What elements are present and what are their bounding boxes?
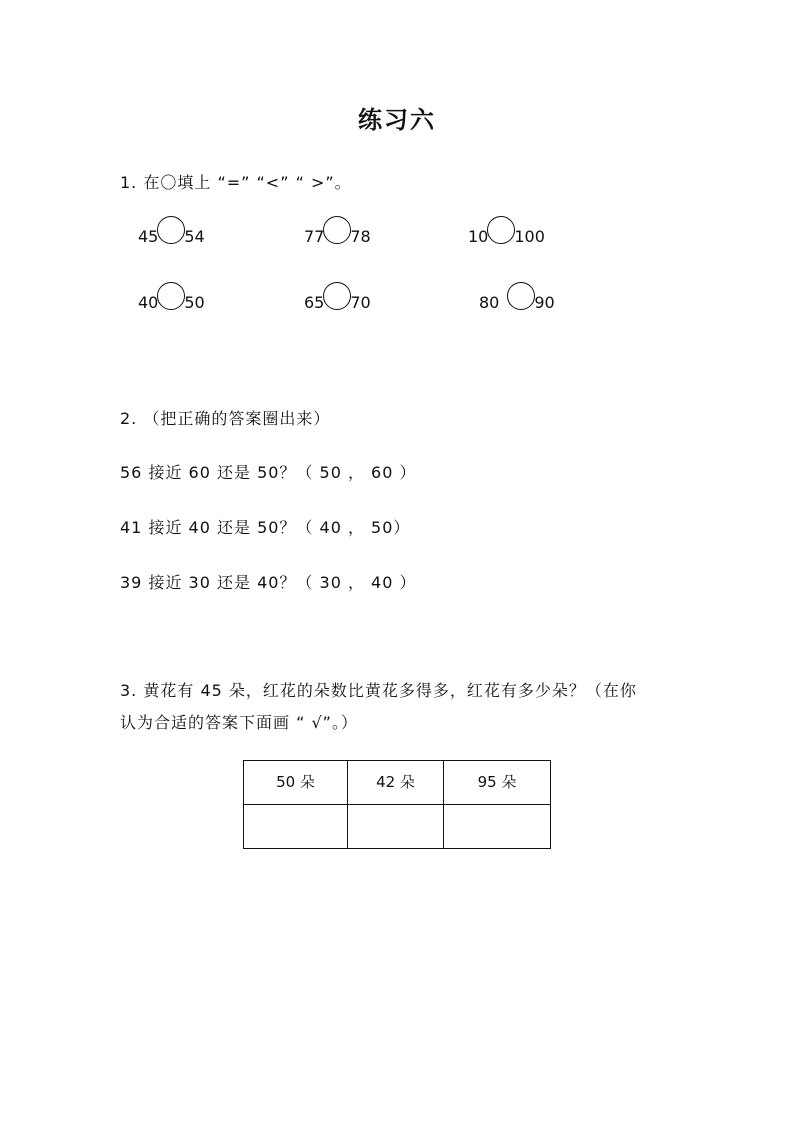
compare-item — [468, 222, 545, 250]
compare-left-number: 40 — [138, 292, 159, 312]
compare-item — [304, 222, 371, 250]
answer-table — [243, 760, 551, 849]
question-1-prompt: 1. 在〇填上 “=” “<” “ >”。 — [120, 173, 352, 192]
answer-circle[interactable] — [323, 216, 351, 244]
compare-right-number: 90 — [534, 292, 555, 312]
check-cell[interactable] — [244, 805, 348, 849]
option-label: 95 朵 — [444, 761, 551, 805]
compare-right-number: 78 — [350, 226, 371, 246]
compare-right-number: 54 — [184, 226, 205, 246]
check-cell[interactable] — [348, 805, 444, 849]
table-row — [244, 805, 551, 849]
question-2-line[interactable]: 39 接近 30 还是 40？（ 30 ， 40 ） — [120, 573, 417, 592]
compare-right-number: 100 — [514, 226, 545, 246]
answer-circle[interactable] — [487, 216, 515, 244]
check-cell[interactable] — [444, 805, 551, 849]
compare-left-number: 77 — [304, 226, 325, 246]
question-3-prompt-line2: 认为合适的答案下面画 “ √”。） — [120, 713, 358, 732]
compare-item — [138, 288, 205, 316]
compare-left-number: 10 — [468, 226, 489, 246]
page-title: 练习六 — [358, 105, 436, 134]
question-2-prompt: 2. （把正确的答案圈出来） — [120, 409, 331, 428]
question-2-line[interactable]: 56 接近 60 还是 50？（ 50 ， 60 ） — [120, 463, 417, 482]
option-label: 42 朵 — [348, 761, 444, 805]
compare-right-number: 70 — [350, 292, 371, 312]
compare-left-number: 45 — [138, 226, 159, 246]
question-2-line[interactable]: 41 接近 40 还是 50？（ 40 ， 50） — [120, 518, 411, 537]
compare-right-number: 50 — [184, 292, 205, 312]
answer-circle[interactable] — [507, 282, 535, 310]
compare-left-number: 80 — [479, 292, 500, 312]
compare-item — [479, 288, 555, 316]
compare-item — [304, 288, 371, 316]
table-row — [244, 761, 551, 805]
compare-item — [138, 222, 205, 250]
compare-left-number: 65 — [304, 292, 325, 312]
answer-circle[interactable] — [323, 282, 351, 310]
answer-circle[interactable] — [157, 282, 185, 310]
option-label: 50 朵 — [244, 761, 348, 805]
answer-circle[interactable] — [157, 216, 185, 244]
question-3-prompt-line1: 3. 黄花有 45 朵，红花的朵数比黄花多得多，红花有多少朵？（在你 — [120, 681, 637, 700]
